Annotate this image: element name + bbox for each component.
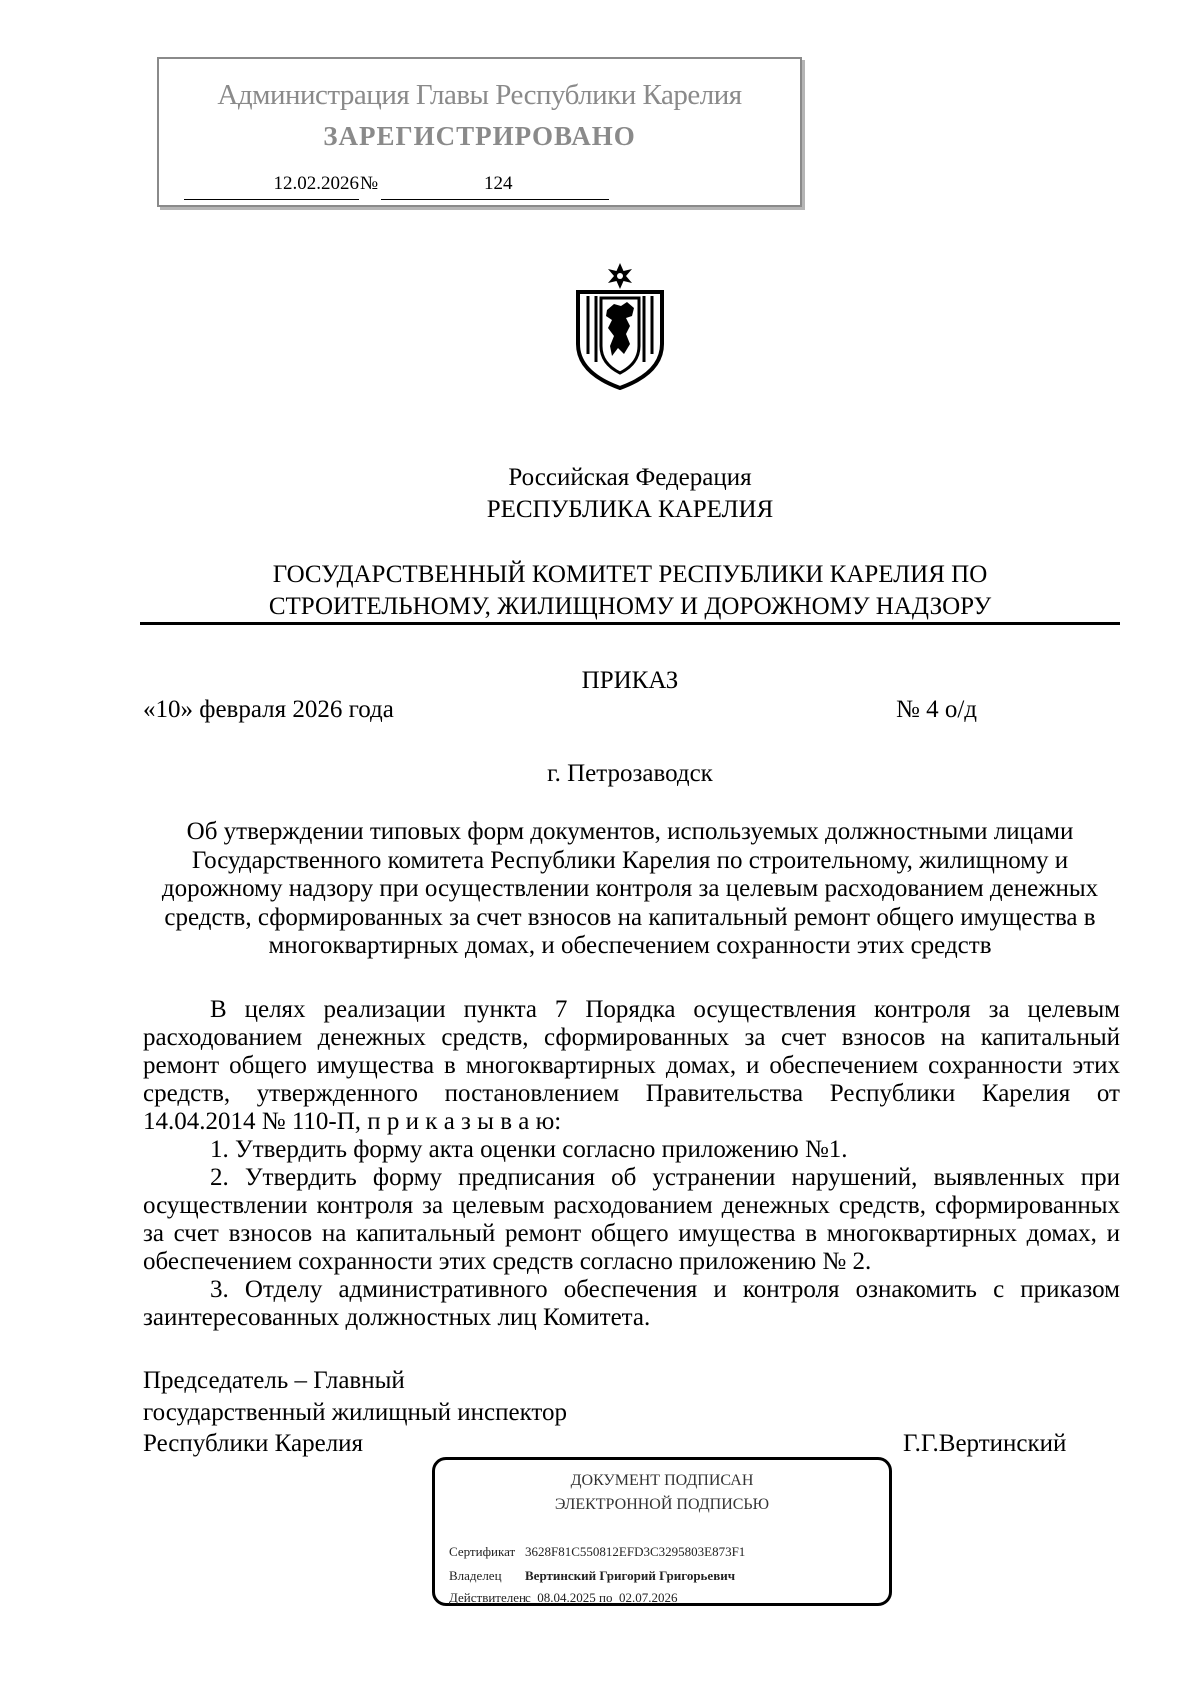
validity-to: 02.07.2026 xyxy=(619,1590,678,1605)
title-line: дорожному надзору при осуществлении контроля за целевым расходованием денежных xyxy=(161,875,1099,903)
country-name: Российская Федерация xyxy=(508,464,752,491)
republic-name: РЕСПУБЛИКА КАРЕЛИЯ xyxy=(486,496,774,523)
stamp-organization: Администрация Главы Республики Карелия xyxy=(217,79,742,111)
committee-name-line2: СТРОИТЕЛЬНОМУ, ЖИЛИЩНОМУ И ДОРОЖНОМУ НАДЗОРУ xyxy=(268,593,992,620)
certificate-label: Сертификат xyxy=(449,1544,516,1559)
stamp-date: 12.02.2026 xyxy=(184,167,359,200)
order-item-1: 1. Утвердить форму акта оценки согласно приложению №1. xyxy=(210,1136,848,1163)
coat-of-arms-icon xyxy=(574,262,666,390)
stamp-number-label: № xyxy=(360,173,379,194)
body-line: В целях реализации пункта 7 Порядка осуществления контроля за целевым xyxy=(210,996,1120,1023)
owner-value: Вертинский Григорий Григорьевич xyxy=(525,1568,736,1583)
title-line: средств, сформированных за счет взносов на капитальный ремонт общего имущества в xyxy=(164,903,1096,931)
registration-stamp xyxy=(157,57,802,207)
body-line: расходованием денежных средств, сформированных за счет взносов на капитальный xyxy=(143,1024,1120,1051)
body-line: за счет взносов на капитальный ремонт общего имущества в многоквартирных домах, и xyxy=(143,1220,1120,1247)
e-signature-certificate-row xyxy=(449,1544,745,1560)
title-line: многоквартирных домах, и обеспечением сохранности этих средств xyxy=(268,932,992,960)
signatory-position-line2: государственный жилищный инспектор xyxy=(143,1399,568,1426)
body-line: заинтересованных должностных лиц Комитета. xyxy=(143,1304,651,1331)
order-item-3: 3. Отделу административного обеспечения и контроля ознакомить с приказом xyxy=(210,1276,1120,1303)
document-type: ПРИКАЗ xyxy=(581,667,679,694)
committee-name-line1: ГОСУДАРСТВЕННЫЙ КОМИТЕТ РЕСПУБЛИКИ КАРЕЛИЯ ПО xyxy=(272,561,988,588)
order-title xyxy=(140,818,1120,961)
stamp-status: ЗАРЕГИСТРИРОВАНО xyxy=(323,121,636,151)
order-item-2: 2. Утвердить форму предписания об устранении нарушений, выявленных при xyxy=(210,1164,1120,1191)
owner-label: Владелец xyxy=(449,1568,502,1583)
validity-to-prefix: по xyxy=(599,1590,613,1605)
title-line: Государственного комитета Республики Карелия по строительному, жилищному и xyxy=(191,846,1069,874)
body-line: средств, утвержденного постановлением Правительства Республики Карелия от xyxy=(143,1080,1120,1107)
e-signature-heading-line2: ЭЛЕКТРОННОЙ ПОДПИСЬЮ xyxy=(554,1496,770,1513)
star-icon xyxy=(608,263,632,289)
order-number: № 4 о/д xyxy=(896,696,978,723)
validity-from-prefix: с xyxy=(525,1590,531,1605)
body-line: ремонт общего имущества в многоквартирных домах, и обеспечением сохранности этих xyxy=(143,1052,1120,1079)
order-city: г. Петрозаводск xyxy=(547,760,713,787)
signatory-name: Г.Г.Вертинский xyxy=(903,1430,1067,1457)
body-line: осуществлении контроля за целевым расходованием денежных средств, сформированных xyxy=(143,1192,1120,1219)
header-rule xyxy=(140,622,1120,625)
e-signature-heading-line1: ДОКУМЕНТ ПОДПИСАН xyxy=(570,1472,754,1489)
e-signature-stamp xyxy=(432,1457,892,1606)
stamp-number-field xyxy=(381,167,609,200)
signatory-position-line1: Председатель – Главный xyxy=(143,1367,405,1394)
body-line: 14.04.2014 № 110-П, п р и к а з ы в а ю: xyxy=(143,1108,562,1135)
signatory-position-line3: Республики Карелия xyxy=(143,1430,364,1457)
stamp-number: 124 xyxy=(484,173,513,194)
validity-label: Действителен xyxy=(449,1590,526,1605)
validity-from: 08.04.2025 xyxy=(537,1590,596,1605)
order-date: «10» февраля 2026 года xyxy=(143,696,394,723)
title-line: Об утверждении типовых форм документов, используемых должностными лицами xyxy=(186,818,1074,845)
e-signature-validity-row xyxy=(449,1590,678,1606)
e-signature-owner-row xyxy=(449,1568,735,1584)
certificate-value: 3628F81C550812EFD3C3295803E873F1 xyxy=(525,1544,746,1559)
body-line: обеспечением сохранности этих средств согласно приложению № 2. xyxy=(143,1248,872,1275)
